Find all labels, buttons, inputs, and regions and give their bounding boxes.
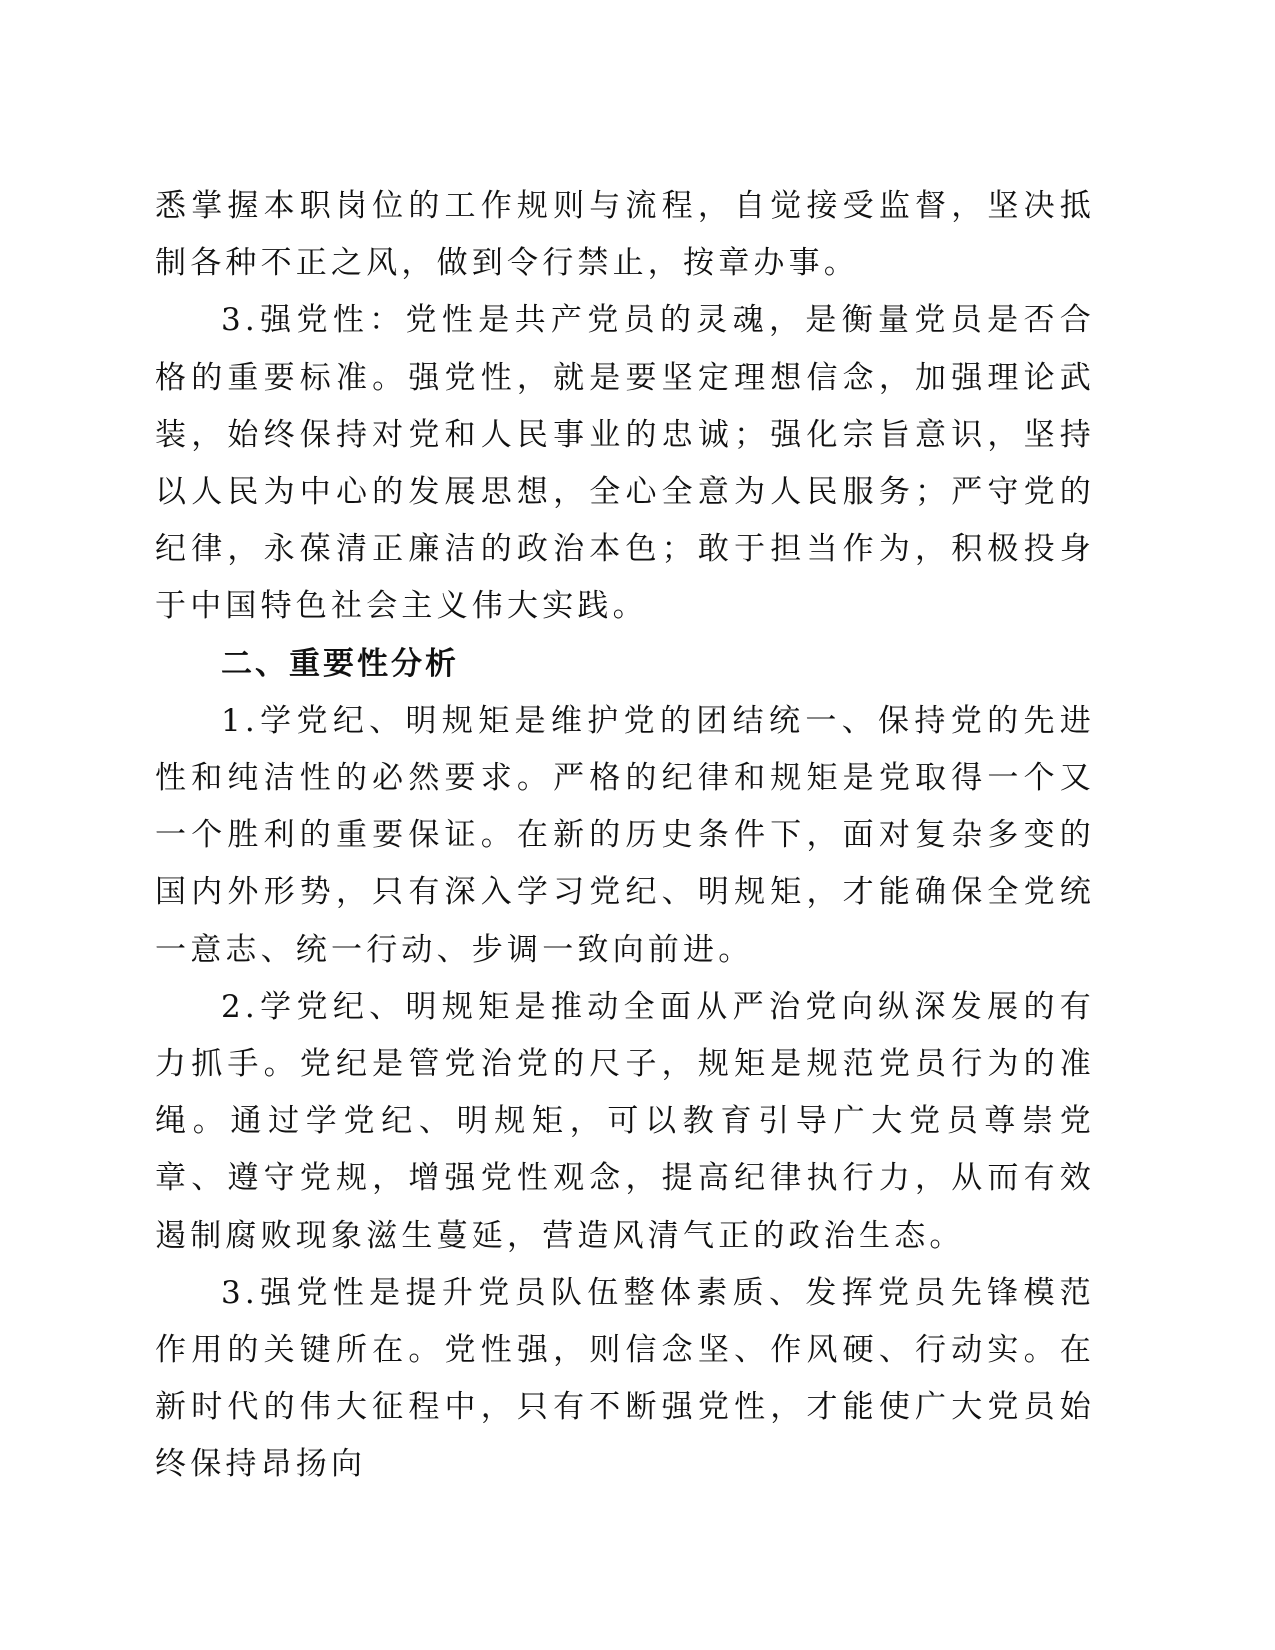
paragraph-continuation: 悉掌握本职岗位的工作规则与流程，自觉接受监督，坚决抵制各种不正之风，做到令行禁止，按章办事。: [155, 188, 1095, 282]
paragraph-importance-1: 1.学党纪、明规矩是维护党的团结统一、保持党的先进性和纯洁性的必然要求。严格的纪律和规矩是党取得一个又一个胜利的重要保证。在新的历史条件下，面对复杂多变的国内外形势，只有深入学习党纪、明规矩，才能确保全党统一意志、统一行动、步调一致向前进。: [155, 702, 1095, 968]
paragraph-strengthen-party-spirit: 3.强党性：党性是共产党员的灵魂，是衡量党员是否合格的重要标准。强党性，就是要坚定理想信念，加强理论武装，始终保持对党和人民事业的忠诚；强化宗旨意识，坚持以人民为中心的发展思想，全心全意为人民服务；严守党的纪律，永葆清正廉洁的政治本色；敢于担当作为，积极投身于中国特色社会主义伟大实践。: [155, 302, 1095, 625]
paragraph-importance-2: 2.学党纪、明规矩是推动全面从严治党向纵深发展的有力抓手。党纪是管党治党的尺子，规矩是规范党员行为的准绳。通过学党纪、明规矩，可以教育引导广大党员尊崇党章、遵守党规，增强党性观念，提高纪律执行力，从而有效遏制腐败现象滋生蔓延，营造风清气正的政治生态。: [155, 988, 1095, 1254]
paragraph-importance-3: 3.强党性是提升党员队伍整体素质、发挥党员先锋模范作用的关键所在。党性强，则信念坚、作风硬、行动实。在新时代的伟大征程中，只有不断强党性，才能使广大党员始终保持昂扬向: [155, 1274, 1095, 1483]
section-heading-importance: 二、重要性分析: [221, 645, 459, 682]
document-body: [155, 178, 1095, 1494]
